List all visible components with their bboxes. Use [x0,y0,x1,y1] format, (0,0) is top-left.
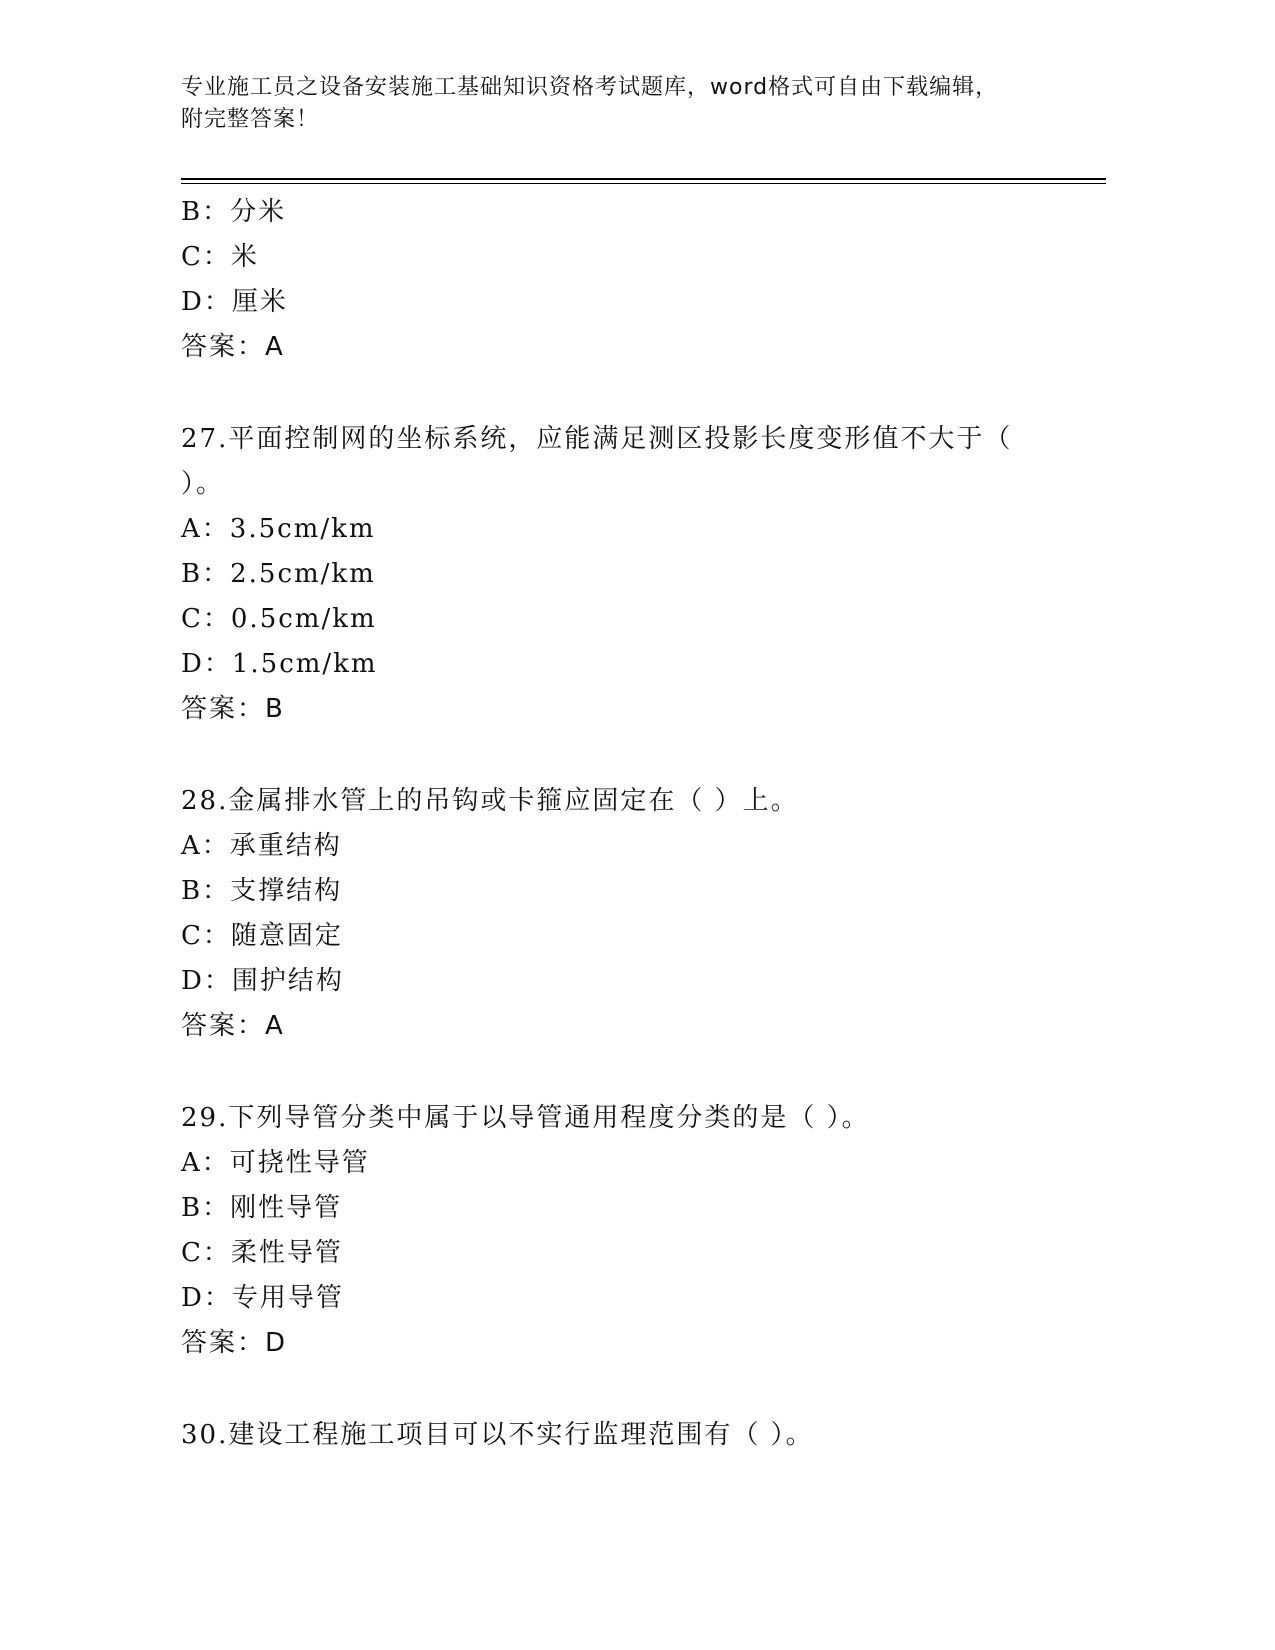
option-b: B：支撑结构 [181,876,343,906]
option-a: A：承重结构 [181,831,342,861]
option-c: C：柔性导管 [181,1238,343,1268]
option-c: C：米 [181,242,259,272]
previous-question [181,190,1106,370]
option-a: A：可挠性导管 [181,1148,370,1178]
question-28 [181,779,1106,1049]
header-line-2: 附完整答案！ [181,107,320,132]
answer: 答案：B [181,694,285,724]
option-c: C：随意固定 [181,921,343,951]
question-stem: 28.金属排水管上的吊钩或卡箍应固定在（ ）上。 [181,786,799,816]
question-stem: 27.平面控制网的坐标系统，应能满足测区投影长度变形值不大于（ [181,424,1013,454]
question-stem: 29.下列导管分类中属于以导管通用程度分类的是（ ）。 [181,1103,870,1133]
question-27 [181,417,1106,732]
header-line-1: 专业施工员之设备安装施工基础知识资格考试题库，word格式可自由下载编辑， [181,75,999,100]
document-header [181,72,1081,136]
question-stem-continued: ）。 [181,469,225,499]
answer: 答案：A [181,332,285,362]
option-a: A：3.5cm/km [181,514,376,544]
answer: 答案：D [181,1328,288,1358]
question-30 [181,1413,1106,1458]
question-content [181,190,1106,1458]
option-d: D：1.5cm/km [181,649,378,679]
option-d: D：专用导管 [181,1283,344,1313]
option-d: D：围护结构 [181,966,344,996]
question-29 [181,1096,1106,1366]
option-b: B：刚性导管 [181,1193,343,1223]
option-b: B：分米 [181,197,287,227]
header-divider-thick [181,178,1106,180]
answer: 答案：A [181,1011,285,1041]
header-divider-thin [181,183,1106,184]
option-d: D：厘米 [181,287,288,317]
question-stem: 30.建设工程施工项目可以不实行监理范围有（ ）。 [181,1420,814,1450]
option-b: B：2.5cm/km [181,559,376,589]
option-c: C：0.5cm/km [181,604,377,634]
